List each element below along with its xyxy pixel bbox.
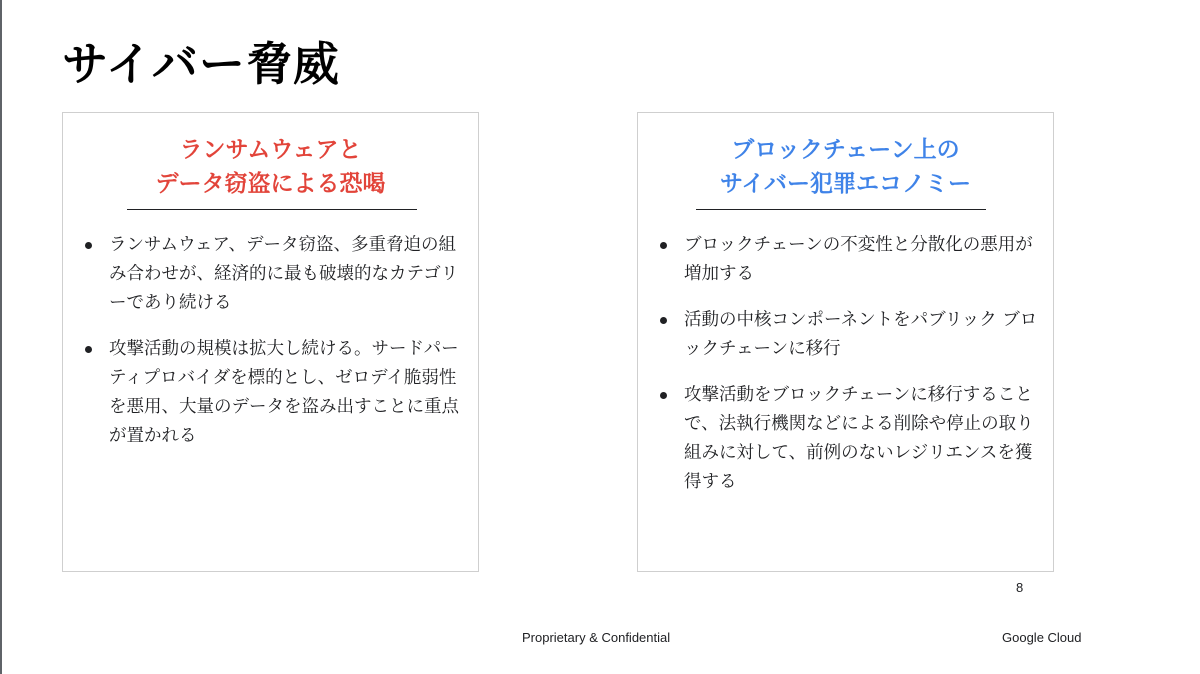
slide-title: サイバー脅威	[62, 37, 340, 91]
ransomware-heading-divider	[127, 209, 417, 210]
footer-confidential-label: Proprietary & Confidential	[522, 630, 671, 645]
ransomware-card	[62, 112, 479, 572]
slide-left-edge	[0, 0, 2, 674]
bullet-dot-icon	[660, 242, 667, 249]
blockchain-heading-divider	[696, 209, 986, 210]
footer-brand-label: Google Cloud	[1002, 630, 1082, 645]
ransomware-bullet-list	[81, 231, 465, 468]
bullet-dot-icon	[85, 346, 92, 353]
blockchain-heading-line1: ブロックチェーン上の	[731, 137, 960, 163]
ransomware-heading-line1: ランサムウェアと	[179, 137, 362, 163]
bullet-dot-icon	[660, 392, 667, 399]
ransomware-bullet-2-text: 攻撃活動の規模は拡大し続ける。サードパーティプロバイダを標的とし、ゼロデイ脆弱性を悪用、大量のデータを盗み出すことに重点が置かれる	[109, 339, 459, 446]
blockchain-bullet-1	[656, 231, 1046, 289]
blockchain-bullet-3-text: 攻撃活動をブロックチェーンに移行することで、法執行機関などによる削除や停止の取り組みに対して、前例のないレジリエンスを獲得する	[684, 385, 1034, 492]
blockchain-heading-line2: サイバー犯罪エコノミー	[720, 171, 971, 197]
ransomware-heading-line2: データ窃盗による恐喝	[155, 171, 386, 197]
blockchain-bullet-list	[656, 231, 1046, 514]
blockchain-bullet-2	[656, 306, 1046, 364]
bullet-dot-icon	[85, 242, 92, 249]
blockchain-bullet-1-text: ブロックチェーンの不変性と分散化の悪用が増加する	[684, 235, 1033, 284]
ransomware-card-heading	[63, 133, 478, 201]
blockchain-bullet-2-text: 活動の中核コンポーネントをパブリック ブロックチェーンに移行	[684, 310, 1038, 359]
ransomware-bullet-1	[81, 231, 465, 318]
blockchain-bullet-3	[656, 381, 1046, 497]
ransomware-bullet-1-text: ランサムウェア、データ窃盗、多重脅迫の組み合わせが、経済的に最も破壊的なカテゴリーであり続ける	[109, 235, 459, 313]
blockchain-card	[637, 112, 1054, 572]
bullet-dot-icon	[660, 317, 667, 324]
ransomware-bullet-2	[81, 335, 465, 451]
page-number: 8	[1016, 580, 1024, 595]
blockchain-card-heading	[638, 133, 1053, 201]
